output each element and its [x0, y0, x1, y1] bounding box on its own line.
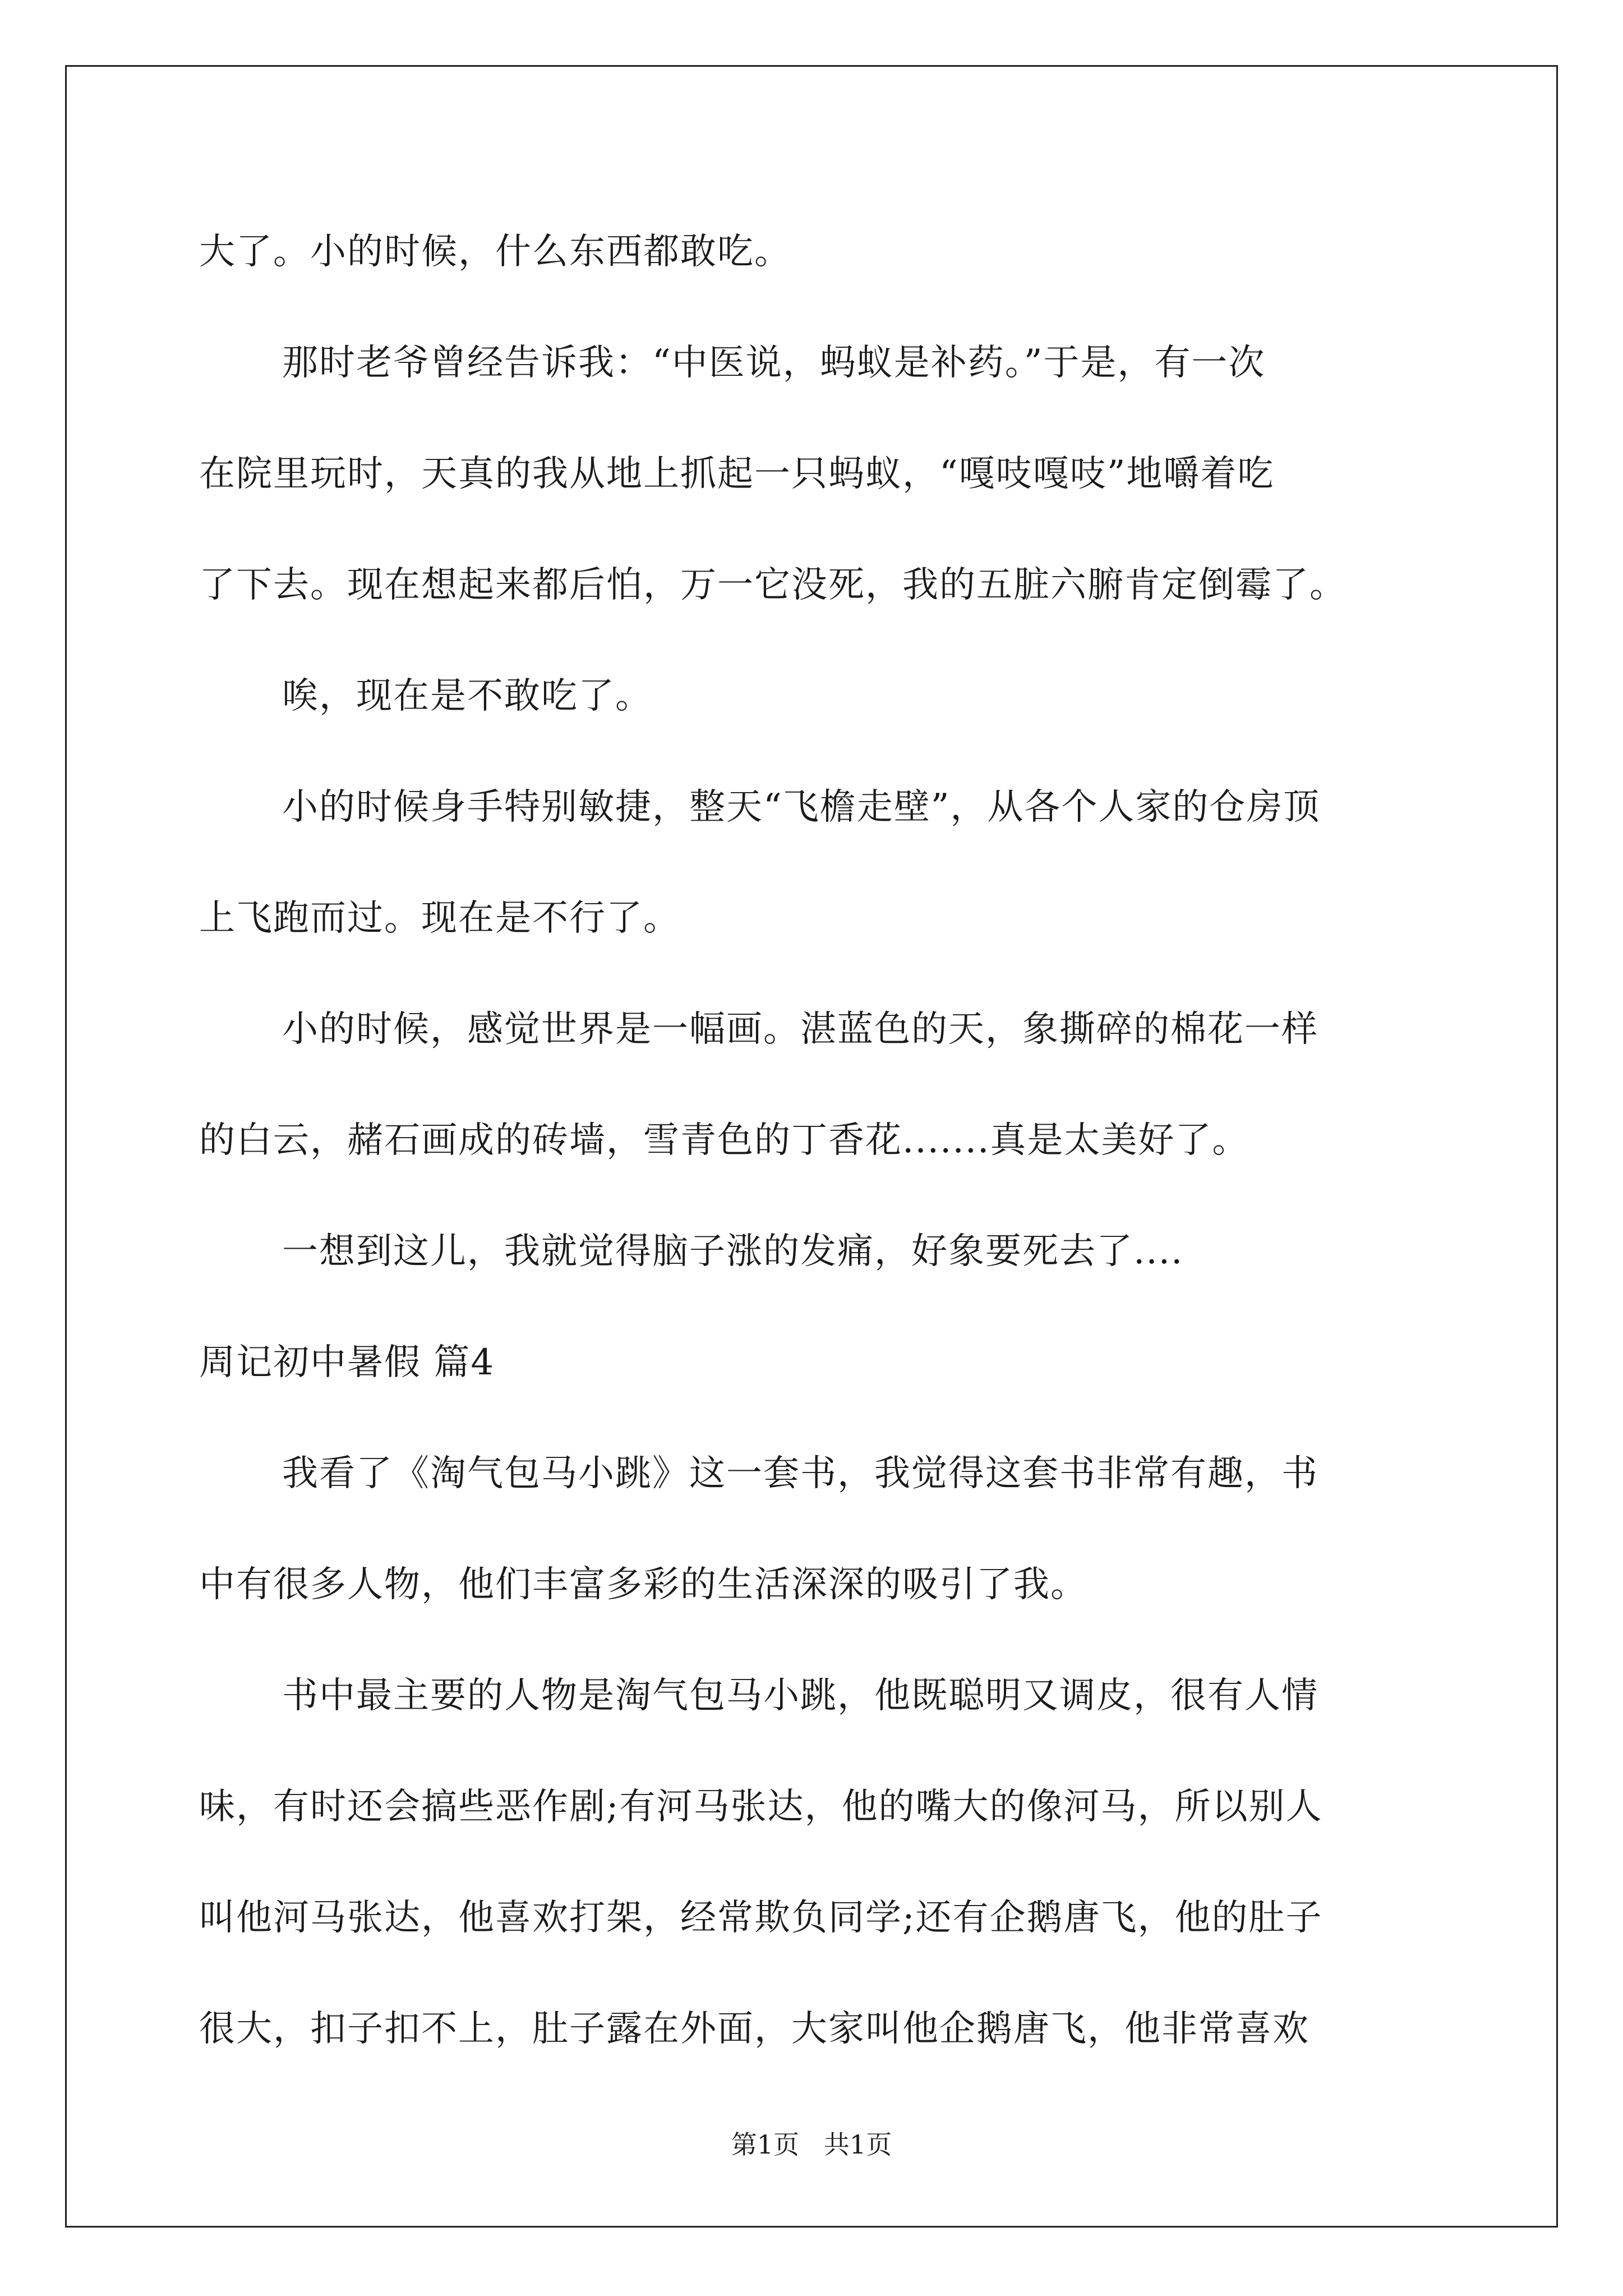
paragraph-line: 很大，扣子扣不上，肚子露在外面，大家叫他企鹅唐飞，他非常喜欢 — [199, 2008, 1310, 2050]
paragraph-line: 中有很多人物，他们丰富多彩的生活深深的吸引了我。 — [199, 1564, 1087, 1605]
document-body — [199, 196, 1433, 2085]
paragraph-line: 我看了《淘气包马小跳》这一套书，我觉得这套书非常有趣，书 — [282, 1453, 1318, 1494]
paragraph-line: 了下去。现在想起来都后怕，万一它没死，我的五脏六腑肯定倒霉了。 — [199, 564, 1347, 606]
paragraph-line: 一想到这儿，我就觉得脑子涨的发痛，好象要死去了.... — [282, 1231, 1184, 1272]
section-heading: 周记初中暑假 篇4 — [199, 1342, 495, 1383]
paragraph-line: 书中最主要的人物是淘气包马小跳，他既聪明又调皮，很有人情 — [282, 1675, 1318, 1717]
paragraph-line: 小的时候，感觉世界是一幅画。湛蓝色的天，象撕碎的棉花一样 — [282, 1009, 1318, 1050]
page-number-footer: 第1页 共1页 — [731, 2129, 892, 2160]
paragraph-line: 那时老爷曾经告诉我：“中医说，蚂蚁是补药。”于是，有一次 — [282, 342, 1266, 384]
paragraph-line: 味，有时还会搞些恶作剧;有河马张达，他的嘴大的像河马，所以别人 — [199, 1786, 1323, 1828]
paragraph-line: 的白云，赭石画成的砖墙，雪青色的丁香花.......真是太美好了。 — [199, 1120, 1249, 1161]
paragraph-line: 小的时候身手特别敏捷，整天“飞檐走壁”，从各个人家的仓房顶 — [282, 786, 1321, 828]
paragraph-line: 唉，现在是不敢吃了。 — [282, 675, 652, 717]
paragraph-line: 上飞跑而过。现在是不行了。 — [199, 898, 680, 939]
paragraph-line: 在院里玩时，天真的我从地上抓起一只蚂蚁，“嘎吱嘎吱”地嚼着吃 — [199, 453, 1275, 495]
paragraph-line: 叫他河马张达，他喜欢打架，经常欺负同学;还有企鹅唐飞，他的肚子 — [199, 1897, 1323, 1939]
paragraph-line: 大了。小的时候，什么东西都敢吃。 — [199, 231, 791, 273]
